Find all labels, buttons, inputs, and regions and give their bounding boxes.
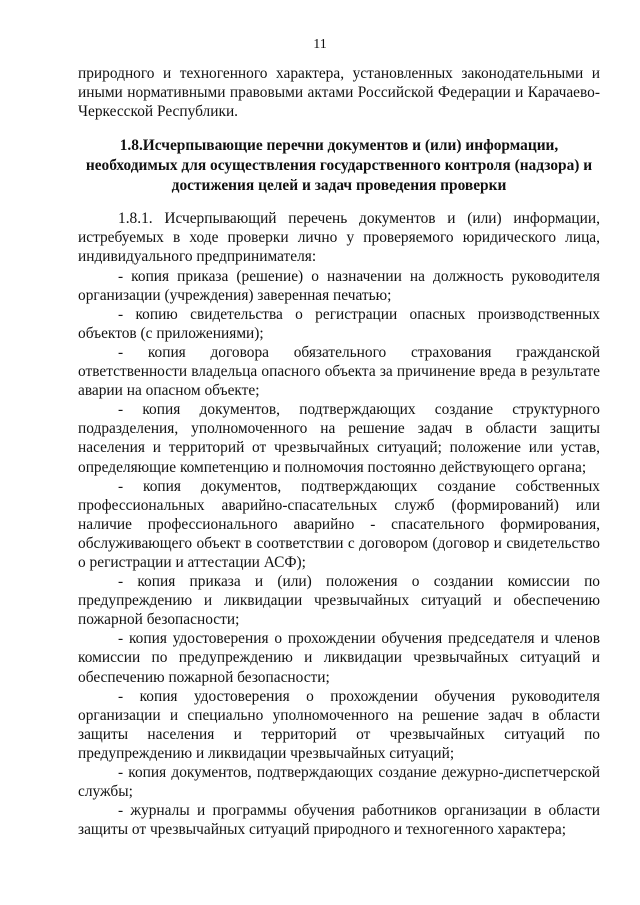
section-heading: 1.8.Исчерпывающие перечни документов и (или) информации, необходимых для осуществления государственного контроля (надзора) и достижения целей и задач проведения проверки [85, 137, 593, 195]
list-item: - копию свидетельства о регистрации опасных производственных объектов (с приложениями); [78, 305, 600, 342]
list-item: - копия документов, подтверждающих создание структурного подразделения, уполномоченного на решение задач в области защиты населения и территорий от чрезвычайных ситуаций; положение или устав, определяющие компетенцию и полномочия постоянно действующего органа; [78, 401, 600, 476]
list-item: - копия договора обязательного страхования гражданской ответственности владельца опасного объекта за причинение вреда в результате аварии на опасном объекте; [78, 343, 600, 400]
list-item: - копия удостоверения о прохождении обучения руководителя организации и специально уполномоченного на решение задач в области защиты населения и территорий от чрезвычайных ситуаций по предупреждению и ликвидации чрезвычайных ситуаций; [78, 687, 600, 762]
intro-paragraph: природного и техногенного характера, установленных законодательными и иными нормативными правовыми актами Российской Федерации и Карачаево-Черкесской Республики. [78, 65, 600, 121]
list-item: - копия удостоверения о прохождении обучения председателя и членов комиссии по предупреждению и ликвидации чрезвычайных ситуаций и обеспечению пожарной безопасности; [78, 630, 600, 686]
lead-paragraph: 1.8.1. Исчерпывающий перечень документов и (или) информации, истребуемых в ходе проверки лично у проверяемого юридического лица, индивидуального предпринимателя: [78, 210, 600, 266]
list-item: - копия документов, подтверждающих создание дежурно-диспетчерской службы; [78, 764, 600, 801]
page-content [78, 64, 600, 839]
list-item: - копия приказа и (или) положения о создании комиссии по предупреждению и ликвидации чрезвычайных ситуаций и обеспечению пожарной безопасности; [78, 573, 600, 629]
page-number: 11 [313, 37, 327, 52]
list-item: - копия документов, подтверждающих создание собственных профессиональных аварийно-спасательных служб (формирований) или наличие профессионального аварийно - спасательного формирования, обслуживающего объект в соответствии с договором (договор и свидетельство о регистрации и аттестации АСФ); [78, 477, 600, 571]
list-item: - копия приказа (решение) о назначении на должность руководителя организации (учреждения) заверенная печатью; [78, 267, 600, 304]
list-item: - журналы и программы обучения работников организации в области защиты от чрезвычайных ситуаций природного и техногенного характера; [78, 802, 600, 839]
